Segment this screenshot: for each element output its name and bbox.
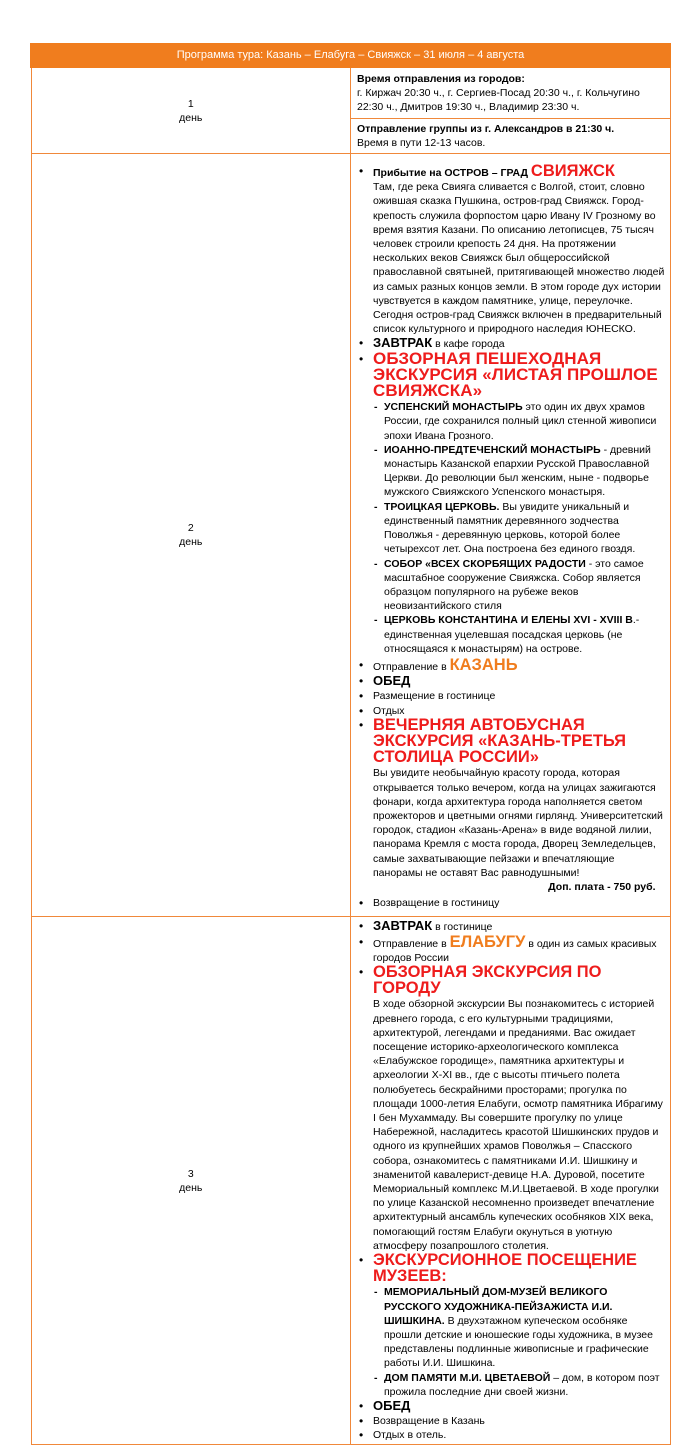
sight-item: - УСПЕНСКИЙ МОНАСТЫРЬ это один их двух храмов России, где сохранился полный цикл стенной живописи эпохи Ивана Грозного. — [357, 400, 666, 443]
return-item: • Возвращение в гостиницу — [357, 896, 666, 910]
sights-list — [357, 400, 666, 656]
day-2-label: 2 день — [31, 154, 351, 917]
program-title: Программа тура: Казань – Елабуга – Свияжск – 31 июля – 4 августа — [31, 44, 670, 67]
lunch-item: • ОБЕД — [357, 674, 666, 689]
breakfast-item: • ЗАВТРАК в кафе города — [357, 336, 666, 351]
museums-item: • ЭКСКУРСИОННОЕ ПОСЕЩЕНИЕ МУЗЕЕВ: — [357, 1253, 666, 1285]
travel-time: Время в пути 12-13 часов. — [357, 136, 486, 149]
museum-item: - МЕМОРИАЛЬНЫЙ ДОМ-МУЗЕЙ ВЕЛИКОГО РУССКОГО ХУДОЖНИКА-ПЕЙЗАЖИСТА И.И. ШИШКИНА. В двухэтажном купеческом особняке прошли детские и юношеские годы художника, в музее представлены подлинные живописные и графические работы И.И. Шишкина. — [357, 1285, 666, 1370]
sight-item: - СОБОР «ВСЕХ СКОРБЯЩИХ РАДОСТИ - это самое масштабное сооружение Свияжска. Собор является образцом популярного на рубеже веков неовизантийского стиля — [357, 557, 666, 614]
day-1-label: 1 день — [31, 67, 351, 154]
depart-elabuga-item: • Отправление в ЕЛАБУГУ в один из самых красивых городов России — [357, 935, 666, 965]
city-tour-item: • ОБЗОРНАЯ ЭКСКУРСИЯ ПО ГОРОДУ В ходе обзорной экскурсии Вы познакомитесь с историей древнего города, с его культурными традициями, архитектурой, легендами и преданиями. Вас ожидает посещение историко-археологического комплекса «Елабужское городище», памятника архитектуры и археологии X-XI вв., где с высоты птичьего полета полюбуетесь бескрайними просторами; прогулка по площади 1000-летия Елабуги, осмотр памятника Ибрагиму I бен Мухаммаду. Вы совершите прогулку по улице Набережной, насладитесь красотой Шишкинских прудов и одного из крупнейших храмов Поволжья – Спасского собора, ознакомитесь с памятниками И.И. Шишкину и знаменитой кавалерист-девице Н.А. Дуровой, посетите Мемориальный комплекс М.И.Цветаевой. В ходе прогулки по улице Казанской несомненно произведет впечатление архитектурный ансамбль купеческих особняков XIX века, помогающий гостям Елабуги окунуться в уютную атмосферу позапрошлого столетия. — [357, 965, 666, 1253]
kazan-title: КАЗАНЬ — [449, 655, 518, 674]
breakfast-item: • ЗАВТРАК в гостинице — [357, 919, 666, 934]
departure-title: Время отправления из городов: — [357, 73, 525, 85]
departure-cities: г. Киржач 20:30 ч., г. Сергиев-Посад 20:30 ч., г. Кольчугино 22:30 ч., Дмитров 19:30 ч., Владимир 23:30 ч. — [357, 87, 640, 114]
rest-item: • Отдых — [357, 704, 666, 718]
elabuga-title: ЕЛАБУГУ — [449, 932, 526, 951]
lunch-item: • ОБЕД — [357, 1399, 666, 1414]
day-2-content — [351, 154, 671, 917]
day-1-departures — [351, 67, 671, 118]
evening-description: Вы увидите необычайную красоту города, которая открывается только вечером, когда на улицах зажигаются фонари, когда архитектура города наполняется светом прожекторов и цветными огнями гирлянд. Университетский городок, стадион «Казань-Арена» в виде водяной лилии, панорама Кремля с моста города, Дворец Земледельцев, самые захватывающие пейзажи и впечатляющие панорамы не оставят Вас равнодушными! — [373, 767, 663, 879]
museum-item: - ДОМ ПАМЯТИ М.И. ЦВЕТАЕВОЙ – дом, в котором поэт прожила последние дни своей жизни. — [357, 1371, 666, 1399]
sviyazhsk-title: СВИЯЖСК — [530, 162, 615, 181]
rest-hotel-item: • Отдых в отель. — [357, 1428, 666, 1442]
city-tour-description: В ходе обзорной экскурсии Вы познакомитесь с историей древнего города, с его культурными традициями, архитектурой, легендами и преданиями. Вас ожидает посещение историко-археологического комплекса «Елабужское городище», памятника архитектуры и археологии X-XI вв., где с высоты птичьего полета полюбуетесь бескрайними просторами; прогулка по площади 1000-летия Елабуги, осмотр памятника Ибрагиму I бен Мухаммаду. Вы совершите прогулку по улице Набережной, насладитесь красотой Шишкинских прудов и одного из крупнейших храмов Поволжья – Спасского собора, ознакомитесь с памятниками И.И. Шишкину и знаменитой кавалерист-девице Н.А. Дуровой, посетите Мемориальный комплекс М.И.Цветаевой. В ходе прогулки по улице Казанской несомненно произведет впечатление архитектурный ансамбль купеческих особняков XIX века, помогающий гостям Елабуги окунуться в уютную атмосферу позапрошлого столетия. — [373, 998, 663, 1252]
walking-tour-item: • ОБЗОРНАЯ ПЕШЕХОДНАЯ ЭКСКУРСИЯ «ЛИСТАЯ ПРОШЛОЕ СВИЯЖСКА» — [357, 352, 666, 401]
depart-kazan-item: • Отправление в КАЗАНЬ — [357, 658, 666, 674]
sight-item: - ЦЕРКОВЬ КОНСТАНТИНА И ЕЛЕНЫ XVI - XVIII В.- единственная уцелевшая посадская церковь (не относящаяся к монастырям) на острове. — [357, 613, 666, 656]
program-table — [30, 43, 671, 1445]
return-kazan-item: • Возвращение в Казань — [357, 1414, 666, 1428]
museums-list — [357, 1285, 666, 1399]
group-departure: Отправление группы из г. Александров в 21:30 ч. — [357, 122, 615, 135]
evening-tour-item: • ВЕЧЕРНЯЯ АВТОБУСНАЯ ЭКСКУРСИЯ «КАЗАНЬ-ТРЕТЬЯ СТОЛИЦА РОССИИ» Вы увидите необычайную красоту города, которая открывается только вечером, когда на улицах зажигаются фонари, когда архитектура города наполняется светом прожекторов и цветными огнями гирлянд. Университетский городок, стадион «Казань-Арена» в виде водяной лилии, панорама Кремля с моста города, Дворец Земледельцев, самые захватывающие пейзажи и впечатляющие панорамы не оставят Вас равнодушными! — [357, 718, 666, 880]
extra-fee: Доп. плата - 750 руб. — [548, 880, 656, 893]
arrival-description: Там, где река Свияга сливается с Волгой, стоит, словно ожившая сказка Пушкина, остров-град Свияжск. Город-крепость служила форпостом царю Ивану IV Грозному во время взятия Казани. По описанию летописцев, 75 тысяч человек строили крепость 24 дня. На протяжении нескольких веков Свияжск был общероссийской православной святыней, притягивающей множество людей из самых разных концов земли. В этом городе дух истории чувствуется в каждом памятнике, улице, переулочке. Сегодня остров-град Свияжск включен в предварительный список культурного и природного наследия ЮНЕСКО. — [373, 181, 665, 336]
day-3-label: 3 день — [31, 917, 351, 1444]
day-3-content — [351, 917, 671, 1444]
arrival-item: • Прибытие на ОСТРОВ – ГРАД СВИЯЖСК Там, где река Свияга сливается с Волгой, стоит, словно ожившая сказка Пушкина, остров-град Свияжск. Город-крепость служила форпостом царю Ивану IV Грозному во время взятия Казани. По описанию летописцев, 75 тысяч человек строили крепость 24 дня. На протяжении нескольких веков Свияжск был общероссийской православной святыней, притягивающей множество людей из самых разных концов земли. В этом городе дух истории чувствуется в каждом памятнике, улице, переулочке. Сегодня остров-град Свияжск включен в предварительный список культурного и природного наследия ЮНЕСКО. — [357, 164, 666, 336]
hotel-item: • Размещение в гостинице — [357, 689, 666, 703]
day-1-group — [351, 118, 671, 153]
sight-item: - ИОАННО-ПРЕДТЕЧЕНСКИЙ МОНАСТЫРЬ - древний монастырь Казанской епархии Русской Православной Церкви. До революции был женским, ныне - подворье мужского Свияжского Успенского монастыря. — [357, 443, 666, 500]
tour-program — [30, 43, 671, 1445]
sight-item: - ТРОИЦКАЯ ЦЕРКОВЬ. Вы увидите уникальный и единственный памятник деревянного зодчества Поволжья - деревянную церковь, которой более четырехсот лет. Она построена без единого гвоздя. — [357, 500, 666, 557]
